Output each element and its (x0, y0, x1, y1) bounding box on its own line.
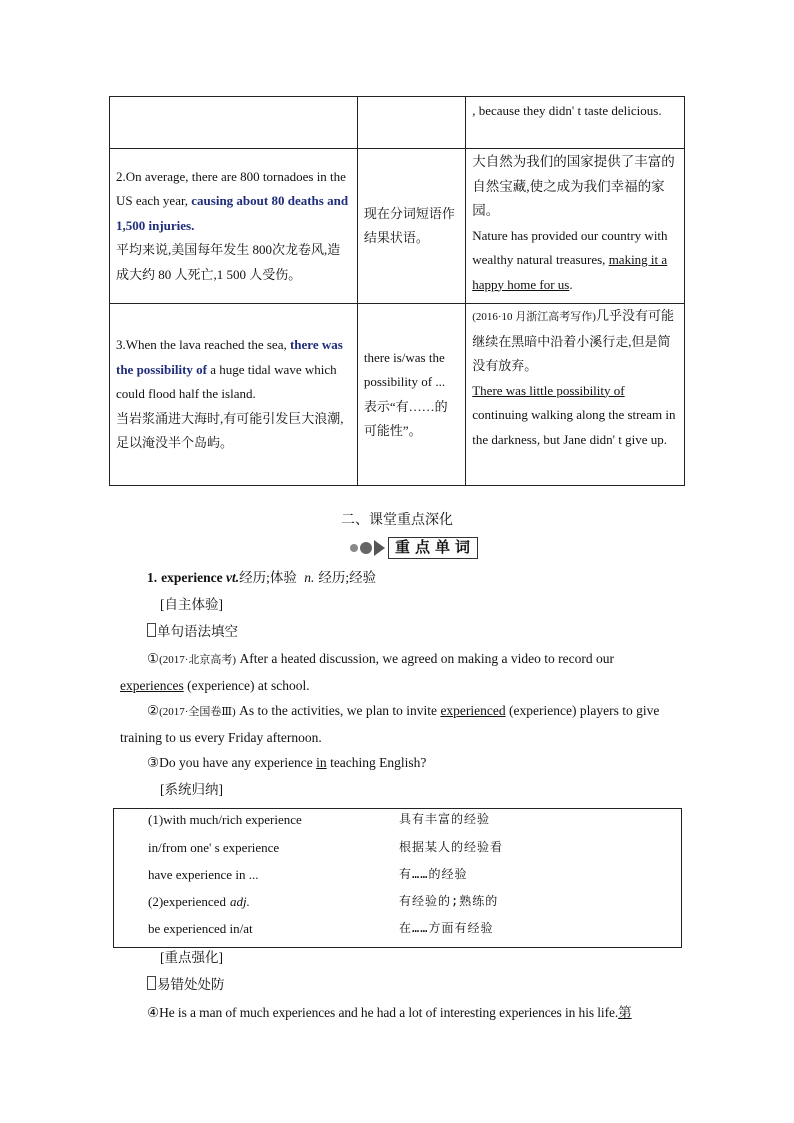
q2-number: ② (147, 703, 160, 718)
row2-highlight: causing about 80 deaths and 1,500 injuries. (116, 193, 349, 233)
fill-label (147, 619, 238, 645)
tag-label: 重点单词 (388, 537, 478, 559)
dot-icon (360, 542, 372, 554)
summary-row (148, 861, 668, 888)
q1-answer: experiences (120, 678, 184, 693)
row3-sentence: 3.When the lava reached the sea, (116, 337, 290, 353)
row3-note-cn: 表示“有……的可能性”。 (363, 398, 448, 438)
summary-en: (2)experienced (148, 894, 226, 909)
q3-end: teaching English? (326, 755, 427, 770)
question-3 (147, 750, 426, 776)
q1-number: ① (147, 651, 160, 666)
summary-row (148, 915, 668, 942)
row3-highlight: there was the possibility of (116, 337, 343, 377)
pen-icon (147, 976, 156, 990)
error-label-text: 易错处处防 (157, 977, 225, 992)
row2-answer: making it a happy home for us (472, 252, 668, 292)
row1-col3 (466, 97, 685, 149)
summary-row (148, 834, 668, 861)
summary-cn: 有经验的;熟练的 (399, 894, 499, 908)
q2-answer: experienced (440, 703, 506, 718)
row3-answer: There was little possibility of (472, 382, 625, 398)
q3-text: Do you have any experience (159, 755, 317, 770)
row2-example-en: Nature has provided our country with wealthy natural treasures, (472, 227, 668, 267)
row3-col1 (110, 304, 358, 486)
row2-sentence: 2.On average, there are 800 tornadoes in the US each year, (116, 168, 346, 209)
row3-translation: 当岩浆涌进大海时,有可能引发巨大浪潮,足以淹没半个岛屿。 (116, 410, 344, 451)
row1-col2 (357, 97, 465, 149)
row2-translation: 平均来说,美国每年发生 800次龙卷风,造成大约 80 人死亡,1 500 人受伤。 (116, 242, 341, 282)
self-check-label: [自主体验] (160, 597, 223, 612)
row3-note-en: there is/was the possibility of ... (363, 349, 446, 389)
summary-row (148, 888, 668, 915)
q2-source: (2017·全国卷Ⅲ) (159, 706, 236, 718)
summary-en: be experienced in/at (148, 921, 253, 936)
grammar-table (109, 96, 685, 486)
word-meaning: 经历;体验 (239, 570, 297, 585)
summary-en-pos: adj. (229, 894, 250, 909)
table-row (110, 304, 685, 486)
fill-label-text: 单句语法填空 (157, 624, 238, 639)
q4-number: ④ (147, 1005, 160, 1020)
q2-text: As to the activities, we plan to invite (235, 703, 441, 718)
q4-tail: 第 (618, 1005, 632, 1020)
key-words-tag (350, 537, 478, 559)
summary-label: [系统归纳] (160, 782, 223, 797)
reinforce-label: [重点强化] (160, 950, 223, 965)
row3-example-en: continuing walking along the stream in the darkness, but Jane didn' t give up. (472, 407, 676, 447)
row3-col2 (357, 304, 465, 486)
question-4 (147, 1000, 677, 1026)
summary-en: have experience in ... (148, 867, 259, 882)
q1-end: (experience) at school. (183, 678, 310, 693)
summary-cn: 具有丰富的经验 (399, 812, 491, 826)
summary-row (148, 806, 668, 833)
summary-cn: 根据某人的经验看 (399, 840, 504, 854)
arrow-icon (374, 540, 385, 556)
summary-box (113, 808, 682, 948)
row3-source: (2016·10 月浙江高考写作) (472, 311, 596, 323)
word-meaning: 经历;经验 (318, 570, 377, 585)
q3-answer: in (316, 755, 327, 770)
row2-col1 (110, 149, 358, 304)
row2-example-end: . (569, 276, 573, 292)
row3-sentence-end: a huge tidal wave which could flood half the island. (116, 361, 337, 402)
q1-text: After a heated discussion, we agreed on making a video to record our (236, 651, 614, 666)
summary-cn: 有……的经验 (399, 867, 468, 881)
summary-cn: 在……方面有经验 (399, 921, 494, 935)
row3-example-cn: 几乎没有可能继续在黑暗中沿着小溪行走,但是简没有放弃。 (472, 308, 674, 373)
word-pos: n. (304, 570, 315, 585)
q2-end: (experience) players to give training to us every Friday afternoon. (120, 703, 660, 745)
row3-col3 (466, 304, 685, 486)
q3-number: ③ (147, 755, 160, 770)
error-label (147, 972, 225, 998)
row1-col1 (110, 97, 358, 149)
q4-text: He is a man of much experiences and he had a lot of interesting experiences in his life. (159, 1005, 619, 1020)
row1-example: , because they didn' t taste delicious. (472, 103, 662, 118)
word-pos: vt. (225, 570, 240, 585)
question-1 (120, 646, 675, 699)
table-row (110, 149, 685, 304)
word-heading (147, 565, 376, 591)
summary-en: in/from one' s experience (148, 840, 280, 855)
word-number: 1. (147, 570, 158, 585)
row2-note: 现在分词短语作结果状语。 (363, 205, 455, 245)
row2-example-cn: 大自然为我们的国家提供了丰富的自然宝藏,使之成为我们幸福的家园。 (472, 154, 675, 218)
section-title: 二、课堂重点深化 (341, 513, 453, 528)
pen-icon (147, 623, 156, 637)
table-row (110, 97, 685, 149)
row2-col2 (357, 149, 465, 304)
summary-en: (1)with much/rich experience (148, 812, 302, 827)
row2-col3 (466, 149, 685, 304)
word-title: experience (161, 570, 223, 585)
dot-icon (350, 544, 358, 552)
q1-source: (2017·北京高考) (159, 654, 237, 666)
question-2 (120, 698, 680, 751)
